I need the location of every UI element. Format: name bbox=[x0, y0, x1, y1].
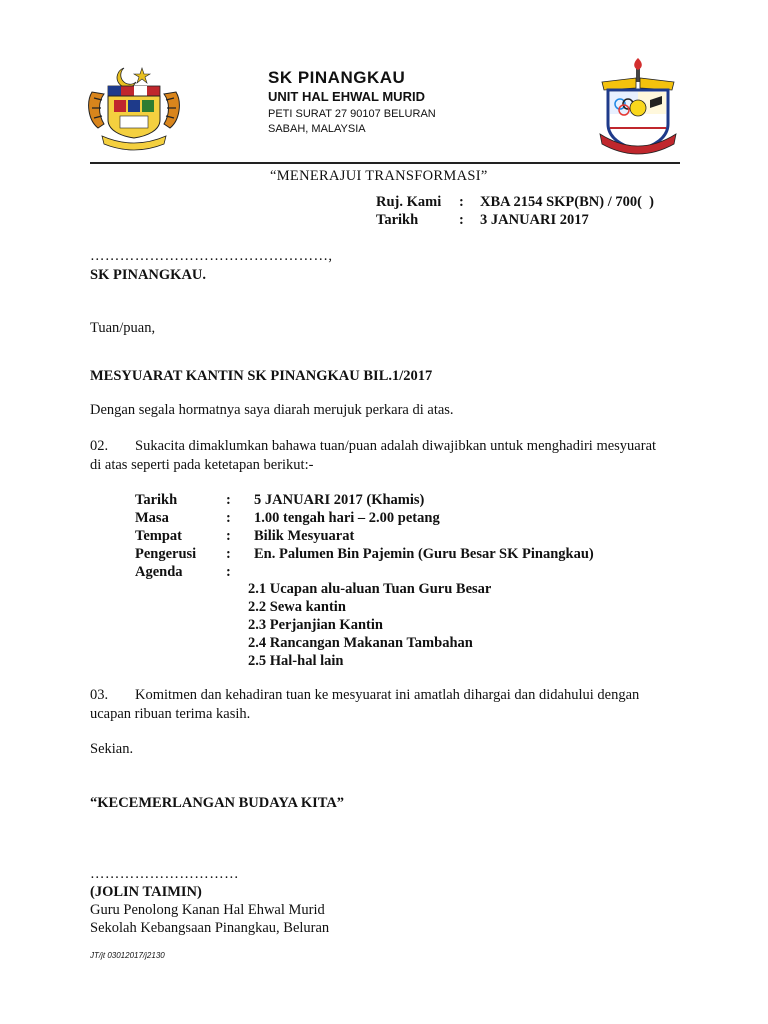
detail-colon: : bbox=[226, 528, 231, 544]
detail-label-date: Tarikh bbox=[135, 492, 178, 508]
date-label: Tarikh bbox=[376, 212, 419, 228]
salutation: Tuan/puan, bbox=[90, 320, 156, 336]
date-value: 3 JANUARI 2017 bbox=[480, 212, 589, 228]
header-divider bbox=[90, 162, 680, 164]
detail-colon: : bbox=[226, 564, 231, 580]
detail-label-time: Masa bbox=[135, 510, 169, 526]
para-02-line-1: Sukacita dimaklumkan bahawa tuan/puan adalah diwajibkan untuk menghadiri mesyuarat bbox=[135, 438, 657, 454]
detail-value-chair: En. Palumen Bin Pajemin (Guru Besar SK Pinangkau) bbox=[254, 546, 594, 562]
coat-of-arms-logo bbox=[84, 62, 184, 152]
address-line-2: SABAH, MALAYSIA bbox=[268, 123, 366, 135]
footer-reference: JT/jt 03012017/j2130 bbox=[90, 951, 165, 960]
detail-value-date: 5 JANUARI 2017 (Khamis) bbox=[254, 492, 425, 508]
closing: Sekian. bbox=[90, 741, 134, 757]
agenda-item: 2.1 Ucapan alu-aluan Tuan Guru Besar bbox=[248, 581, 492, 597]
subject-heading: MESYUARAT KANTIN SK PINANGKAU BIL.1/2017 bbox=[90, 368, 433, 384]
motto: “MENERAJUI TRANSFORMASI” bbox=[270, 168, 488, 184]
signature-line: ………………………… bbox=[90, 866, 239, 882]
para-03-line-1: Komitmen dan kehadiran tuan ke mesyuarat ini amatlah dihargai dan didahului dengan bbox=[135, 687, 640, 703]
unit-name: UNIT HAL EHWAL MURID bbox=[268, 89, 425, 104]
reference-value: XBA 2154 SKP(BN) / 700( ) bbox=[480, 194, 654, 210]
reference-colon: : bbox=[459, 194, 464, 210]
date-colon: : bbox=[459, 212, 464, 228]
detail-colon: : bbox=[226, 492, 231, 508]
detail-label-venue: Tempat bbox=[135, 528, 182, 544]
detail-colon: : bbox=[226, 510, 231, 526]
detail-colon: : bbox=[226, 546, 231, 562]
slogan: “KECEMERLANGAN BUDAYA KITA” bbox=[90, 795, 345, 811]
recipient-dots: …………………………………………, bbox=[90, 248, 333, 264]
school-name: SK PINANGKAU bbox=[268, 68, 406, 87]
intro-paragraph: Dengan segala hormatnya saya diarah merujuk perkara di atas. bbox=[90, 402, 454, 418]
para-02-number: 02. bbox=[90, 438, 109, 454]
reference-label: Ruj. Kami bbox=[376, 194, 442, 210]
detail-label-agenda: Agenda bbox=[135, 564, 183, 580]
school-badge-logo bbox=[596, 58, 680, 158]
signatory-name: (JOLIN TAIMIN) bbox=[90, 884, 202, 900]
agenda-item: 2.3 Perjanjian Kantin bbox=[248, 617, 383, 633]
para-03-number: 03. bbox=[90, 687, 109, 703]
detail-label-chair: Pengerusi bbox=[135, 546, 197, 562]
para-02-line-2: di atas seperti pada ketetapan berikut:- bbox=[90, 457, 314, 473]
para-03-line-2: ucapan ribuan terima kasih. bbox=[90, 706, 251, 722]
agenda-item: 2.5 Hal-hal lain bbox=[248, 653, 344, 669]
detail-value-venue: Bilik Mesyuarat bbox=[254, 528, 355, 544]
agenda-item: 2.4 Rancangan Makanan Tambahan bbox=[248, 635, 473, 651]
recipient-name: SK PINANGKAU. bbox=[90, 267, 207, 283]
signatory-title: Guru Penolong Kanan Hal Ehwal Murid bbox=[90, 902, 325, 918]
address-line-1: PETI SURAT 27 90107 BELURAN bbox=[268, 108, 436, 120]
signatory-organization: Sekolah Kebangsaan Pinangkau, Beluran bbox=[90, 920, 330, 936]
detail-value-time: 1.00 tengah hari – 2.00 petang bbox=[254, 510, 440, 526]
agenda-item: 2.2 Sewa kantin bbox=[248, 599, 346, 615]
